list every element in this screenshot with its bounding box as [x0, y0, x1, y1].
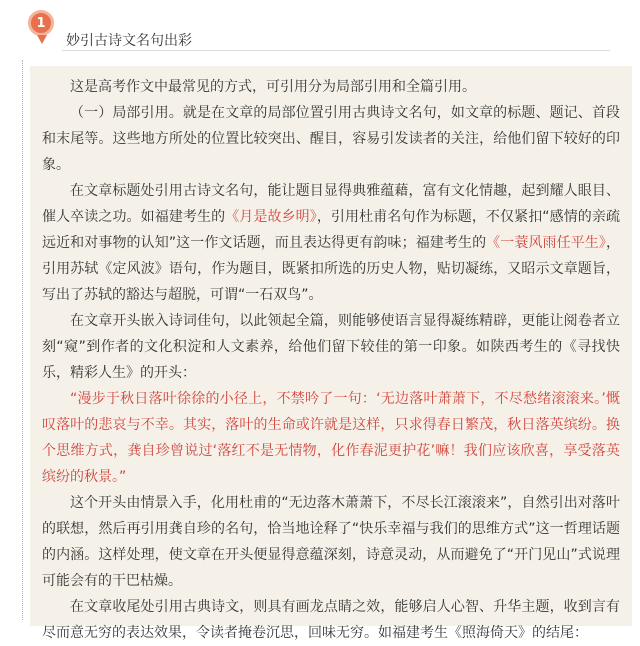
paragraph-text: ，引用苏轼《定风波》语句，作为题目，既紧扣所选的历史人物，贴切凝练，又昭示文章题旨，写出了苏轼的豁达与超脱，可谓“一石双鸟”。 [42, 235, 620, 303]
paragraph-text: （一）局部引用。就是在文章的局部位置引用古典诗文名句，如文章的标题、题记、首段和末尾等。这些地方所处的位置比较突出、醒目，容易引发读者的关注，给他们留下较好的印象。 [42, 105, 620, 173]
quoted-example [42, 386, 620, 490]
paragraph-text: 在文章标题处引用古诗文名句，能让题目显得典雅蕴藉，富有文化情趣，起到耀人眼目、催人卒读之功。如福建考生的 [42, 183, 620, 225]
map-pin-number-badge [28, 10, 54, 36]
quoted-example-text: “漫步于秋日落叶徐徐的小径上，不禁吟了一句：‘无边落叶萧萧下，不尽愁绪滚滚来。’慨叹落叶的悲哀与不幸。其实，落叶的生命或许就是这样，只求得春日繁茂，秋日落英缤纷。换个思维方式，龚自珍曾说过‘落红不是无情物，化作春泥更护花’嘛！我们应该欣喜，享受落英缤纷的秋景。” [42, 391, 620, 485]
paragraph-text: ，引用杜甫名句作为标题，不仅紧扣“感情的亲疏远近和对事物的认知”这一作文话题，而且表达得更有韵味；福建考生的 [42, 209, 620, 251]
paragraph-text: 在文章开头嵌入诗词佳句，以此领起全篇，则能够使语言显得凝练精辟，更能让阅卷者立刻“窥”到作者的文化积淀和人文素养，给他们留下较佳的第一印象。如陕西考生的《寻找快乐，精彩人生》的开头： [42, 313, 620, 381]
paragraph-title-quote [42, 178, 620, 308]
section-number: 1 [36, 16, 46, 31]
highlight-title-1: 《月是故乡明》 [225, 209, 317, 225]
dotted-divider [22, 60, 23, 620]
paragraph-intro [42, 74, 620, 100]
title-underline [62, 50, 610, 51]
article-body [30, 66, 632, 641]
section-header [0, 0, 640, 58]
paragraph-text: 在文章收尾处引用古典诗文，则具有画龙点睛之效，能够启人心智、升华主题，收到言有尽而意无穷的表达效果，令读者掩卷沉思，回味无穷。如福建考生《照海倚天》的结尾： [42, 599, 620, 641]
paragraph-text: 这是高考作文中最常见的方式，可引用分为局部引用和全篇引用。 [70, 79, 476, 95]
highlight-title-2: 《一蓑风雨任平生》 [486, 235, 606, 251]
section-title: 妙引古诗文名句出彩 [66, 33, 192, 49]
paragraph-analysis [42, 490, 620, 594]
paragraph-text: 这个开头由情景入手，化用杜甫的“无边落木萧萧下，不尽长江滚滚来”，自然引出对落叶的联想，然后再引用龚自珍的名句，恰当地诠释了“快乐幸福与我们的思维方式”这一哲理话题的内涵。这样处理，使文章在开头便显得意蕴深刻，诗意灵动，从而避免了“开门见山”式说理可能会有的干巴枯燥。 [42, 495, 620, 589]
paragraph-opening-quote [42, 308, 620, 386]
paragraph-ending-quote [42, 594, 620, 646]
paragraph-local-quote [42, 100, 620, 178]
